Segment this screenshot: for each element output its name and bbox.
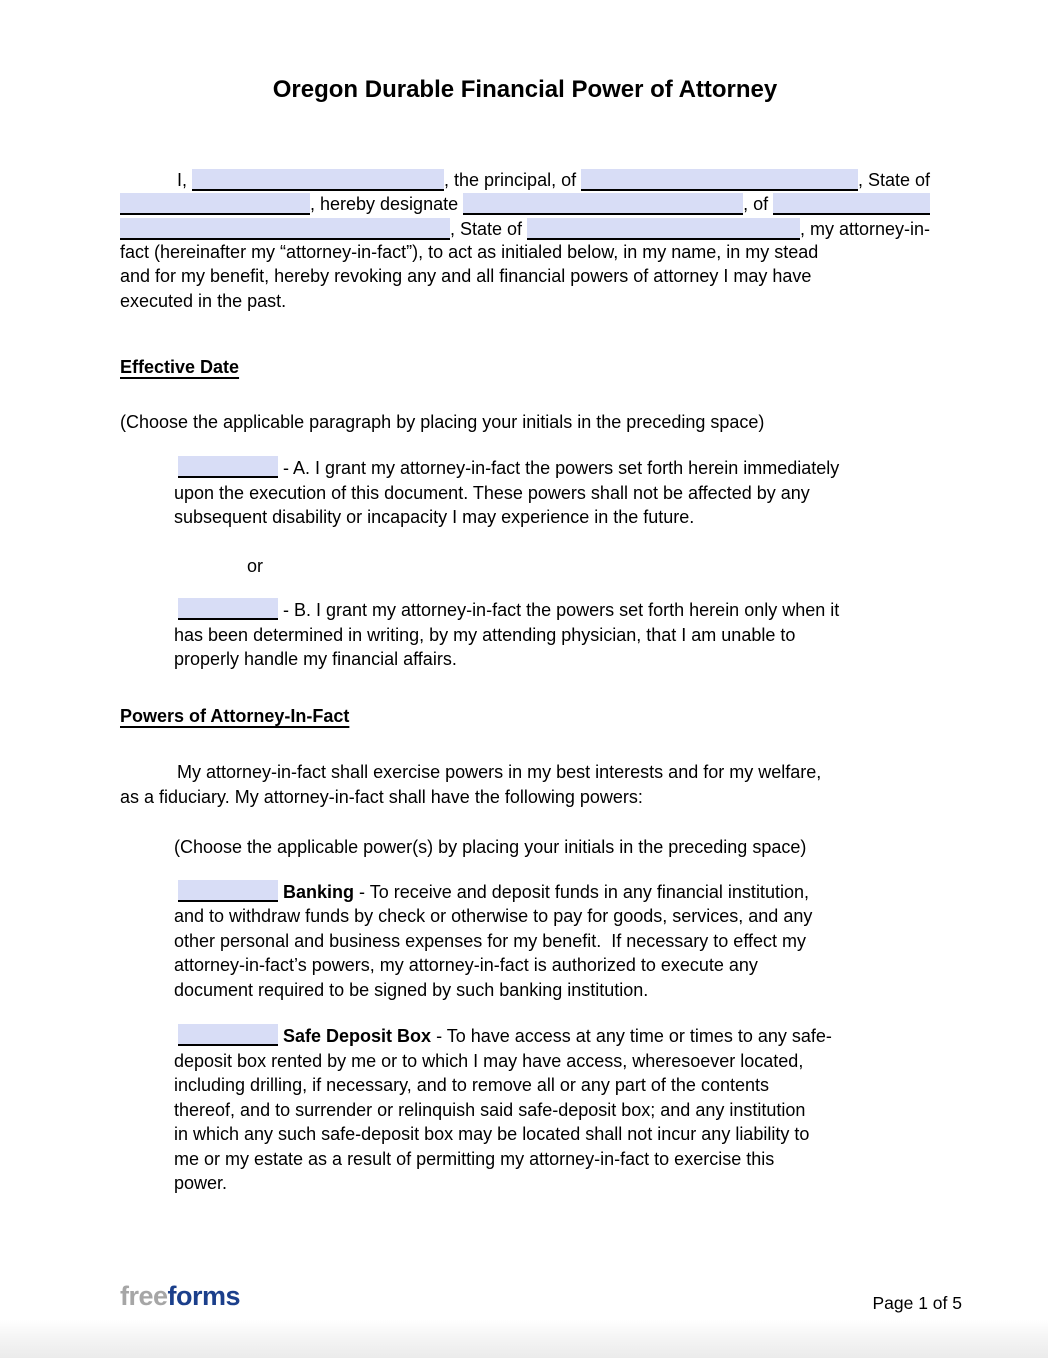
safe-deposit-paragraph <box>120 1024 930 1196</box>
agent-address-cont-field[interactable] <box>120 218 450 240</box>
intro-text: I, <box>177 169 193 190</box>
banking-initials-field[interactable] <box>178 880 278 902</box>
intro-line-5: and for my benefit, hereby revoking any and all financial powers of attorney I may have <box>120 266 812 286</box>
powers-instruction: (Choose the applicable power(s) by placing your initials in the preceding space) <box>174 837 807 857</box>
section-heading-powers: Powers of Attorney-In-Fact <box>120 705 350 726</box>
intro-text: , State of <box>450 218 528 239</box>
page-title: Oregon Durable Financial Power of Attorney <box>272 76 778 103</box>
banking-line-4: attorney-in-fact’s powers, my attorney-in-fact is authorized to execute any <box>174 955 758 975</box>
banking-line-5: document required to be signed by such banking institution. <box>174 979 649 1000</box>
safe-deposit-text: - To have access at any time or times to any safe- <box>431 1026 832 1046</box>
option-a-paragraph <box>120 456 930 530</box>
option-a-line-3: subsequent disability or incapacity I may experience in the future. <box>174 507 695 527</box>
banking-label: Banking <box>283 881 355 902</box>
safe-deposit-line-2: deposit box rented by me or to which I may have access, wheresoever located, <box>174 1050 804 1071</box>
intro-paragraph <box>120 166 930 313</box>
option-b-line-1 <box>174 598 930 623</box>
powers-intro <box>120 760 930 809</box>
principal-state-field[interactable] <box>120 193 310 215</box>
intro-text: , of <box>743 194 774 214</box>
option-b-initials-field[interactable] <box>178 598 278 620</box>
safe-deposit-line-5: in which any such safe-deposit box may be located shall not incur any liability to <box>174 1124 810 1144</box>
agent-state-field[interactable] <box>527 218 800 240</box>
brand-free: free <box>120 1281 168 1311</box>
intro-text: , the principal, of <box>444 169 582 190</box>
page-number: Page 1 of 5 <box>872 1293 962 1313</box>
option-a-line-2: upon the execution of this document. These powers shall not be affected by any <box>174 482 810 503</box>
option-b-line-3: properly handle my financial affairs. <box>174 649 457 669</box>
safe-deposit-line-3: including drilling, if necessary, and to remove all or any part of the contents <box>174 1075 769 1095</box>
brand-forms: forms <box>167 1281 241 1311</box>
intro-line-3 <box>120 215 930 240</box>
safe-deposit-initials-field[interactable] <box>178 1024 278 1046</box>
intro-text: , my attorney-in- <box>799 218 930 239</box>
principal-name-field[interactable] <box>192 169 444 191</box>
option-b-line-2: has been determined in writing, by my attending physician, that I am unable to <box>174 624 796 645</box>
banking-text: - To receive and deposit funds in any financial institution, <box>354 881 809 902</box>
option-a-line-1 <box>174 456 930 481</box>
banking-line-2: and to withdraw funds by check or otherwise to pay for goods, services, and any <box>174 906 813 926</box>
option-b-paragraph <box>120 598 930 672</box>
intro-text: , State of <box>857 169 930 190</box>
option-a-initials-field[interactable] <box>178 456 278 478</box>
safe-deposit-line-6: me or my estate as a result of permitting my attorney-in-fact to exercise this <box>174 1148 775 1169</box>
intro-line-6: executed in the past. <box>120 290 287 311</box>
principal-city-field[interactable] <box>581 169 858 191</box>
banking-line-1 <box>174 880 930 905</box>
banking-line-3: other personal and business expenses for my benefit. If necessary to effect my <box>174 930 807 951</box>
intro-line-1 <box>120 166 930 191</box>
page-bottom-shadow <box>0 1320 1048 1358</box>
safe-deposit-label: Safe Deposit Box <box>283 1026 432 1046</box>
option-b-text: - B. I grant my attorney-in-fact the powers set forth herein only when it <box>278 600 840 620</box>
safe-deposit-line-4: thereof, and to surrender or relinquish said safe-deposit box; and any institution <box>174 1099 806 1120</box>
agent-address-field[interactable] <box>773 193 930 215</box>
or-separator: or <box>247 555 264 576</box>
option-a-text: - A. I grant my attorney-in-fact the powers set forth herein immediately <box>278 458 840 478</box>
banking-paragraph <box>120 880 930 1003</box>
safe-deposit-line-1 <box>174 1024 930 1049</box>
effective-date-instruction: (Choose the applicable paragraph by placing your initials in the preceding space) <box>120 411 765 432</box>
safe-deposit-line-7: power. <box>174 1173 228 1193</box>
intro-text: , hereby designate <box>310 194 464 214</box>
powers-intro-line-1: My attorney-in-fact shall exercise powers in my best interests and for my welfare, <box>177 762 822 782</box>
freeforms-logo <box>120 1281 240 1311</box>
powers-intro-line-2: as a fiduciary. My attorney-in-fact shall have the following powers: <box>120 786 643 807</box>
intro-line-4: fact (hereinafter my “attorney-in-fact”), to act as initialed below, in my name, in my stead <box>120 241 819 262</box>
section-heading-effective-date: Effective Date <box>120 357 240 377</box>
agent-name-field[interactable] <box>463 193 743 215</box>
intro-line-2 <box>120 191 930 216</box>
